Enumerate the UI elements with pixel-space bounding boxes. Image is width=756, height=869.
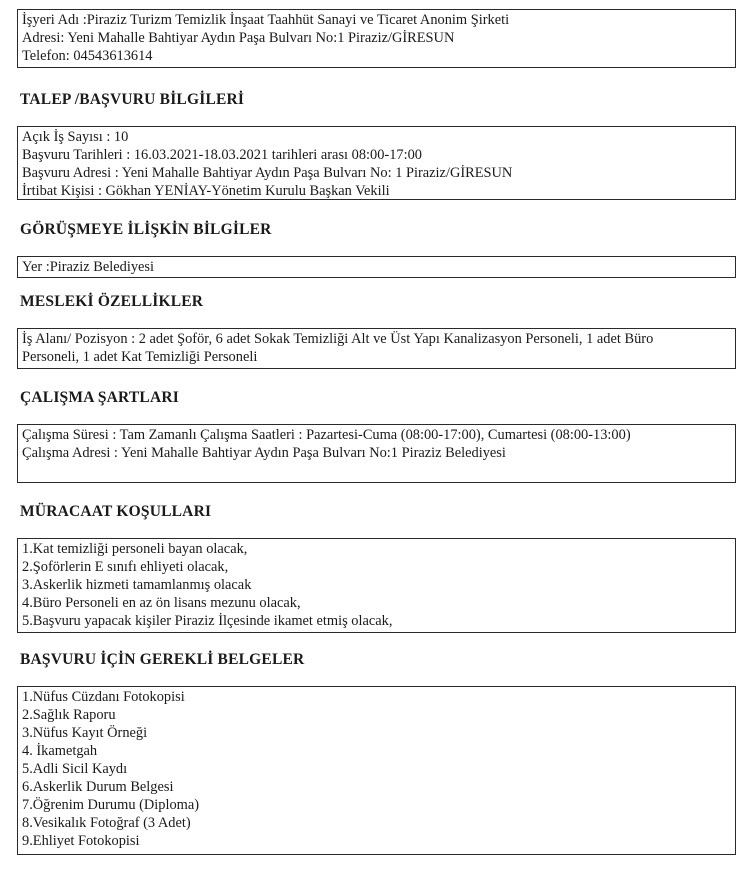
belgeler-heading: BAŞVURU İÇİN GEREKLİ BELGELER bbox=[20, 651, 305, 668]
condition-item: 3.Askerlik hizmeti tamamlanmış olacak bbox=[22, 577, 252, 593]
employer-info-box bbox=[17, 9, 736, 68]
employer-phone: Telefon: 04543613614 bbox=[22, 48, 153, 64]
condition-item: 5.Başvuru yapacak kişiler Piraziz İlçesinde ikamet etmiş olacak, bbox=[22, 613, 393, 629]
muracaat-conditions-box bbox=[17, 538, 736, 633]
working-address: Çalışma Adresi : Yeni Mahalle Bahtiyar Aydın Paşa Bulvarı No:1 Piraziz Belediyesi bbox=[22, 445, 506, 461]
application-address: Başvuru Adresi : Yeni Mahalle Bahtiyar Aydın Paşa Bulvarı No: 1 Piraziz/GİRESUN bbox=[22, 165, 513, 181]
talep-info-box bbox=[17, 126, 736, 200]
document-item: 3.Nüfus Kayıt Örneği bbox=[22, 725, 148, 741]
document-item: 4. İkametgah bbox=[22, 743, 98, 759]
positions-line-2: Personeli, 1 adet Kat Temizliği Personeli bbox=[22, 349, 258, 365]
document-item: 9.Ehliyet Fotokopisi bbox=[22, 833, 140, 849]
mesleki-heading: MESLEKİ ÖZELLİKLER bbox=[20, 293, 204, 310]
document-item: 7.Öğrenim Durumu (Diploma) bbox=[22, 797, 200, 813]
condition-item: 2.Şoförlerin E sınıfı ehliyeti olacak, bbox=[22, 559, 229, 575]
condition-item: 4.Büro Personeli en az ön lisans mezunu olacak, bbox=[22, 595, 301, 611]
calisma-info-box bbox=[17, 424, 736, 483]
muracaat-heading: MÜRACAAT KOŞULLARI bbox=[20, 503, 212, 520]
open-jobs-count: Açık İş Sayısı : 10 bbox=[22, 129, 129, 145]
gorusme-heading: GÖRÜŞMEYE İLİŞKİN BİLGİLER bbox=[20, 221, 272, 238]
calisma-heading: ÇALIŞMA ŞARTLARI bbox=[20, 389, 179, 406]
document-item: 8.Vesikalık Fotoğraf (3 Adet) bbox=[22, 815, 191, 831]
document-item: 2.Sağlık Raporu bbox=[22, 707, 116, 723]
condition-item: 1.Kat temizliği personeli bayan olacak, bbox=[22, 541, 248, 557]
contact-person: İrtibat Kişisi : Gökhan YENİAY-Yönetim Kurulu Başkan Vekili bbox=[22, 183, 390, 199]
gorusme-info-box bbox=[17, 256, 736, 278]
document-item: 5.Adli Sicil Kaydı bbox=[22, 761, 128, 777]
application-dates: Başvuru Tarihleri : 16.03.2021-18.03.2021 tarihleri arası 08:00-17:00 bbox=[22, 147, 422, 163]
mesleki-info-box bbox=[17, 328, 736, 369]
working-hours: Çalışma Süresi : Tam Zamanlı Çalışma Saatleri : Pazartesi-Cuma (08:00-17:00), Cumartesi (08:00-13:00) bbox=[22, 427, 631, 443]
employer-name: İşyeri Adı :Piraziz Turizm Temizlik İnşaat Taahhüt Sanayi ve Ticaret Anonim Şirketi bbox=[22, 12, 510, 28]
document-item: 1.Nüfus Cüzdanı Fotokopisi bbox=[22, 689, 185, 705]
employer-address: Adresi: Yeni Mahalle Bahtiyar Aydın Paşa Bulvarı No:1 Piraziz/GİRESUN bbox=[22, 30, 455, 46]
interview-place: Yer :Piraziz Belediyesi bbox=[22, 259, 155, 275]
talep-heading: TALEP /BAŞVURU BİLGİLERİ bbox=[20, 91, 245, 108]
positions-line-1: İş Alanı/ Pozisyon : 2 adet Şoför, 6 adet Sokak Temizliği Alt ve Üst Yapı Kanalizasyon Personeli, 1 adet Büro bbox=[22, 331, 654, 347]
required-documents-box bbox=[17, 686, 736, 855]
document-item: 6.Askerlik Durum Belgesi bbox=[22, 779, 174, 795]
